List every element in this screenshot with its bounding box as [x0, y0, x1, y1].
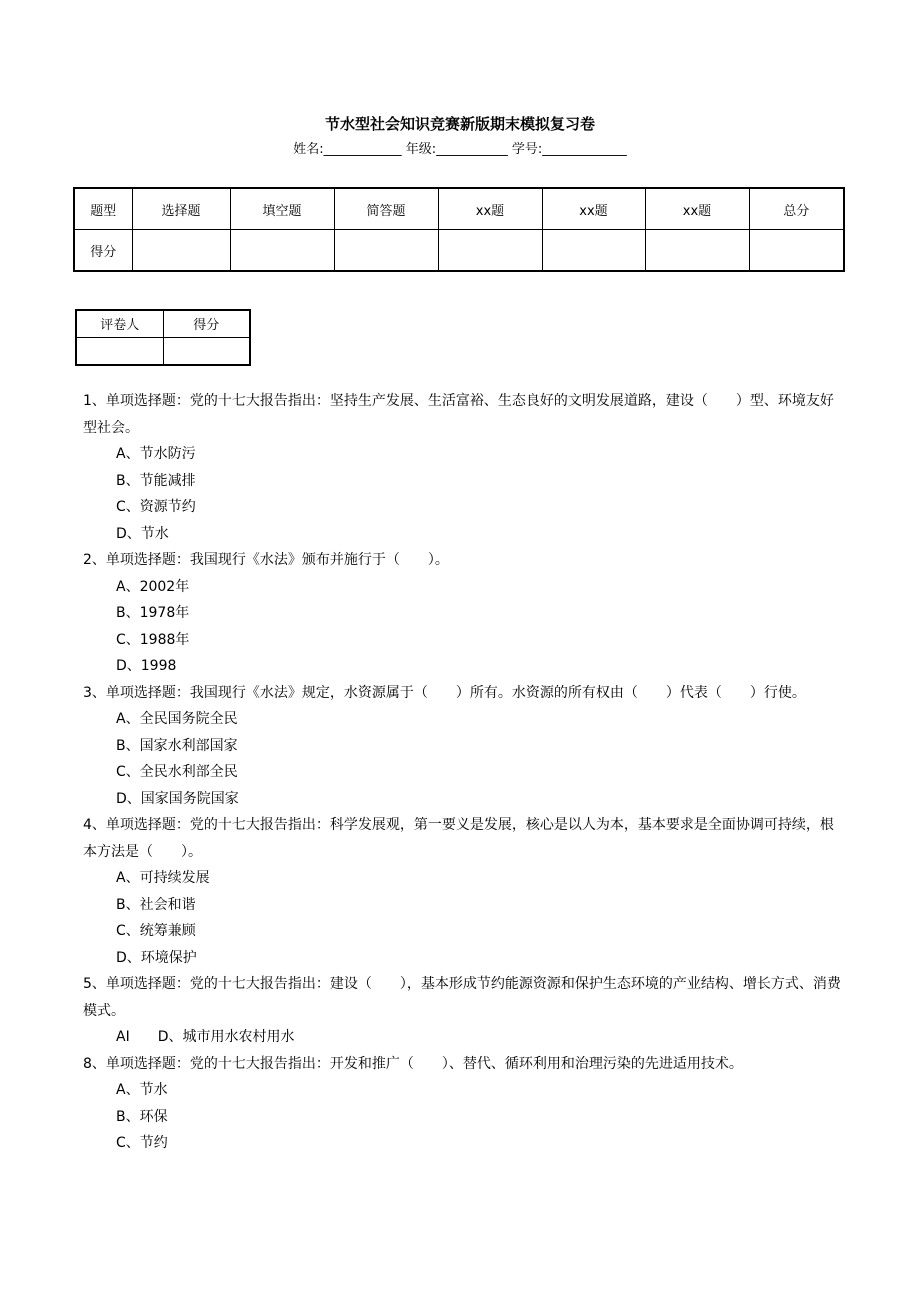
option-item[interactable]: B、1978年: [116, 605, 190, 621]
question-block: [83, 1051, 843, 1157]
score-cell[interactable]: [132, 230, 230, 272]
option-item[interactable]: C、全民水利部全民: [116, 764, 238, 780]
score-header-cell: 选择题: [132, 188, 230, 230]
score-header-cell: 题型: [74, 188, 132, 230]
question-block: [83, 388, 843, 547]
score-header-cell: xx题: [542, 188, 645, 230]
option-item[interactable]: C、节约: [116, 1135, 168, 1151]
score-header-cell: xx题: [438, 188, 542, 230]
question-block: [83, 971, 843, 1051]
option-item[interactable]: B、社会和谐: [116, 896, 196, 913]
question-text: 5、单项选择题：党的十七大报告指出：建设（ ），基本形成节约能源资源和保护生态环境的产业结构、增长方式、消费模式。: [83, 976, 841, 1019]
score-cell[interactable]: [334, 230, 438, 272]
page-title: 节水型社会知识竞赛新版期末模拟复习卷: [324, 115, 595, 133]
grader-header-cell: 评卷人: [76, 310, 163, 337]
option-item[interactable]: B、节能减排: [116, 472, 196, 489]
grader-score-cell[interactable]: [163, 337, 250, 365]
question-text: 3、单项选择题：我国现行《水法》规定，水资源属于（ ）所有。水资源的所有权由（ ）代表（ ）行使。: [83, 684, 806, 701]
score-table-score-row: [74, 230, 844, 272]
question-list: [83, 388, 843, 1157]
question-text: 8、单项选择题：党的十七大报告指出：开发和推广（ ）、替代、循环利用和治理污染的先进适用技术。: [83, 1055, 743, 1072]
grader-name-cell[interactable]: [76, 337, 163, 365]
grader-header-cell: 得分: [163, 310, 250, 337]
score-table-header-row: [74, 188, 844, 230]
option-item[interactable]: A、2002年: [116, 578, 190, 595]
score-cell[interactable]: [749, 230, 844, 272]
question-block: [83, 812, 843, 971]
score-cell[interactable]: [542, 230, 645, 272]
name-blank[interactable]: ____________: [323, 142, 402, 157]
score-cell[interactable]: [645, 230, 749, 272]
score-header-cell: 总分: [749, 188, 844, 230]
grade-blank[interactable]: ___________: [436, 142, 508, 157]
name-label: 姓名:: [293, 142, 324, 157]
option-item[interactable]: A、节水防污: [116, 446, 196, 462]
option-item[interactable]: A、全民国务院全民: [116, 711, 238, 727]
score-table: [73, 187, 845, 272]
grader-table: [75, 309, 251, 366]
option-item[interactable]: AI D、城市用水农村用水: [116, 1029, 295, 1045]
score-header-cell: 填空题: [230, 188, 334, 230]
score-row-label: 得分: [74, 230, 132, 272]
id-label: 学号:: [511, 142, 543, 157]
student-info-line: [0, 141, 920, 159]
question-block: [83, 680, 843, 813]
score-header-cell: xx题: [645, 188, 749, 230]
option-item[interactable]: D、环境保护: [116, 949, 197, 966]
option-item[interactable]: D、节水: [116, 525, 169, 542]
id-blank[interactable]: _____________: [542, 142, 627, 157]
option-item[interactable]: C、统筹兼顾: [116, 923, 196, 939]
score-header-cell: 简答题: [334, 188, 438, 230]
question-text: 1、单项选择题：党的十七大报告指出：坚持生产发展、生活富裕、生态良好的文明发展道路，建设（ ）型、环境友好型社会。: [83, 393, 834, 436]
grader-input-row: [76, 337, 250, 365]
question-text: 4、单项选择题：党的十七大报告指出：科学发展观，第一要义是发展，核心是以人为本，基本要求是全面协调可持续，根本方法是（ ）。: [83, 817, 834, 860]
score-cell[interactable]: [438, 230, 542, 272]
option-item[interactable]: C、1988年: [116, 631, 190, 648]
option-item[interactable]: D、国家国务院国家: [116, 790, 239, 807]
option-item[interactable]: A、节水: [116, 1082, 168, 1098]
question-text: 2、单项选择题：我国现行《水法》颁布并施行于（ ）。: [83, 552, 449, 568]
score-cell[interactable]: [230, 230, 334, 272]
option-item[interactable]: D、1998: [116, 658, 177, 674]
option-item[interactable]: B、国家水利部国家: [116, 737, 238, 754]
question-block: [83, 547, 843, 680]
grader-header-row: [76, 310, 250, 337]
option-item[interactable]: C、资源节约: [116, 499, 196, 515]
grade-label: 年级:: [405, 142, 437, 157]
option-item[interactable]: A、可持续发展: [116, 870, 210, 886]
option-item[interactable]: B、环保: [116, 1108, 168, 1125]
